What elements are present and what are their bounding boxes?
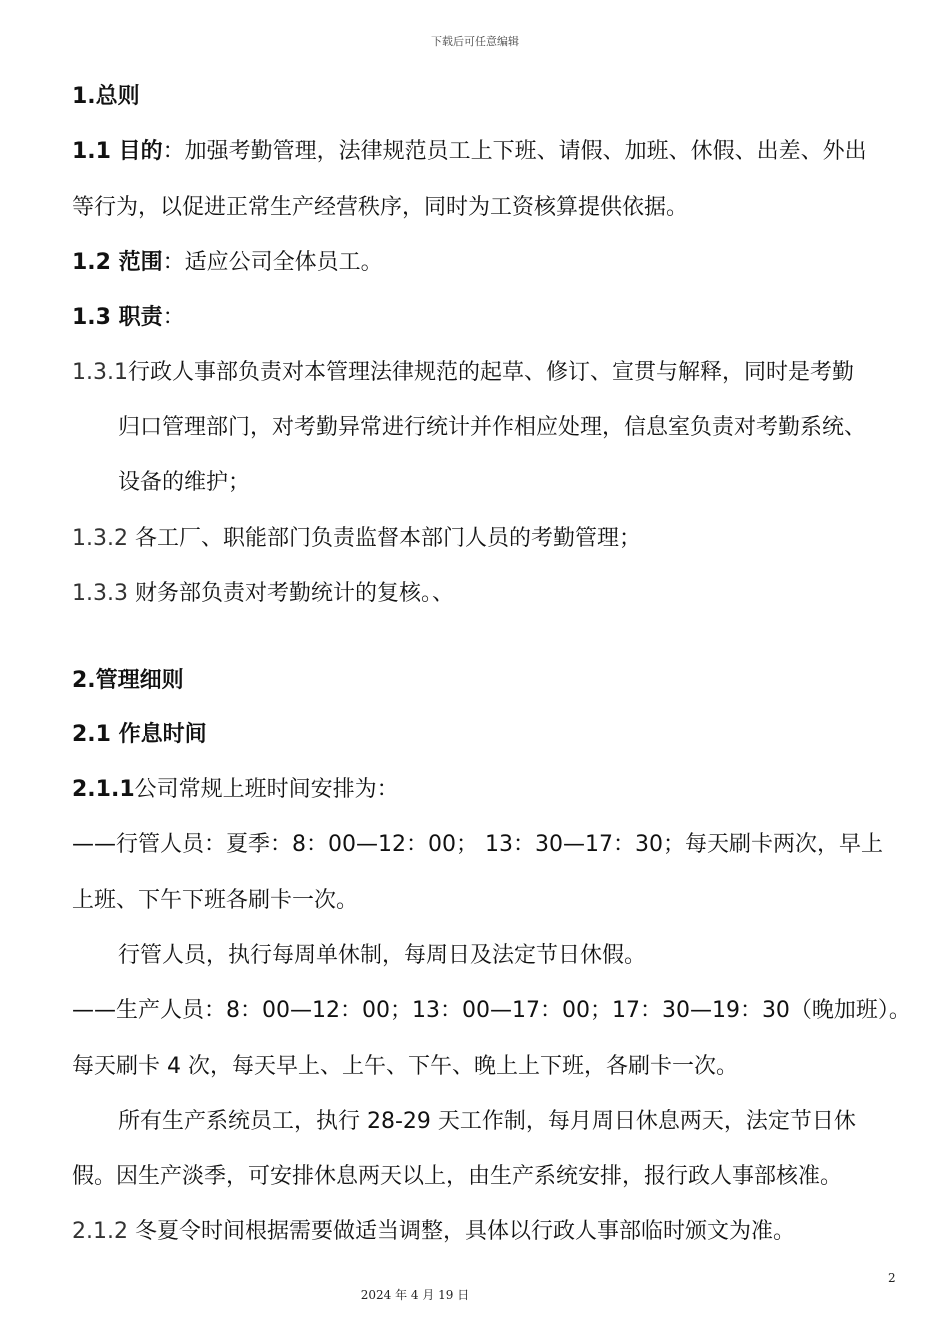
footer-date: 2024 年 4 月 19 日: [360, 1288, 470, 1302]
section-1-3-label: 1.3 职责: [72, 305, 163, 330]
section-1-3-1-number: 1.3.1: [72, 360, 128, 385]
section-1-3-2-line: [72, 524, 641, 554]
section-2-1-2-number: 2.1.2: [72, 1219, 128, 1244]
admin-staff-line-c: 行管人员，执行每周单休制，每周日及法定节日休假。: [118, 943, 647, 968]
section-1-3-1-text-c: 设备的维护；: [118, 470, 251, 495]
section-1-2-text: ：适应公司全体员工。: [162, 250, 383, 275]
section-1-1-line-1: [72, 137, 867, 167]
section-1-3-2-number: 1.3.2: [72, 526, 128, 551]
page-number: 2: [888, 1271, 896, 1285]
page-header-note: 下载后可任意编辑: [431, 35, 519, 48]
production-staff-line-b: 每天刷卡 4 次，每天早上、上午、下午、晚上上下班，各刷卡一次。: [72, 1054, 738, 1079]
section-2-1-2-text: 冬夏令时间根据需要做适当调整，具体以行政人事部临时颁文为准。: [134, 1219, 795, 1244]
section-1-1-text-a: ：加强考勤管理，法律规范员工上下班、请假、加班、休假、出差、外出: [162, 139, 867, 164]
section-1-3-line: [72, 303, 185, 333]
section-1-2-line: [72, 248, 383, 278]
production-staff-line-d: 假。因生产淡季，可安排休息两天以上，由生产系统安排，报行政人事部核准。: [72, 1164, 843, 1189]
section-1-2-label: 1.2 范围: [72, 250, 163, 275]
section-2-1-2-line: [72, 1217, 795, 1247]
production-staff-line-a: ——生产人员：8：00—12：00；13：00—17：00；17：30—19：30（晚加班）。: [72, 998, 911, 1023]
section-2-1-1-number: 2.1.1: [72, 777, 135, 802]
section-1-title: 1.总则: [72, 84, 140, 109]
section-1-3-1-text-b: 归口管理部门，对考勤异常进行统计并作相应处理，信息室负责对考勤系统、: [118, 415, 867, 440]
section-1-3-1-text-a: 行政人事部负责对本管理法律规范的起草、修订、宣贯与解释，同时是考勤: [127, 360, 854, 385]
section-2-1-1-text: 公司常规上班时间安排为：: [134, 777, 399, 802]
section-2-1-1-line: [72, 775, 399, 805]
section-1-3-1-line-a: [72, 358, 854, 388]
admin-staff-line-b: 上班、下午下班各刷卡一次。: [72, 888, 359, 913]
production-staff-line-c: 所有生产系统员工，执行 28-29 天工作制，每月周日休息两天，法定节日休: [118, 1109, 856, 1134]
admin-staff-line-a: ——行管人员：夏季：8：00—12：00； 13：30—17：30；每天刷卡两次，早上: [72, 832, 883, 857]
section-2-title: 2.管理细则: [72, 668, 184, 693]
section-2-1-title: 2.1 作息时间: [72, 722, 207, 747]
section-1-3-2-text: 各工厂、职能部门负责监督本部门人员的考勤管理；: [134, 526, 641, 551]
section-1-3-3-text: 财务部负责对考勤统计的复核。、: [134, 581, 454, 606]
section-1-3-text: ：: [162, 305, 185, 330]
section-1-3-3-number: 1.3.3: [72, 581, 128, 606]
section-1-1-label: 1.1 目的: [72, 139, 163, 164]
section-1-1-text-b: 等行为，以促进正常生产经营秩序，同时为工资核算提供依据。: [72, 195, 689, 220]
section-1-3-3-line: [72, 579, 454, 609]
